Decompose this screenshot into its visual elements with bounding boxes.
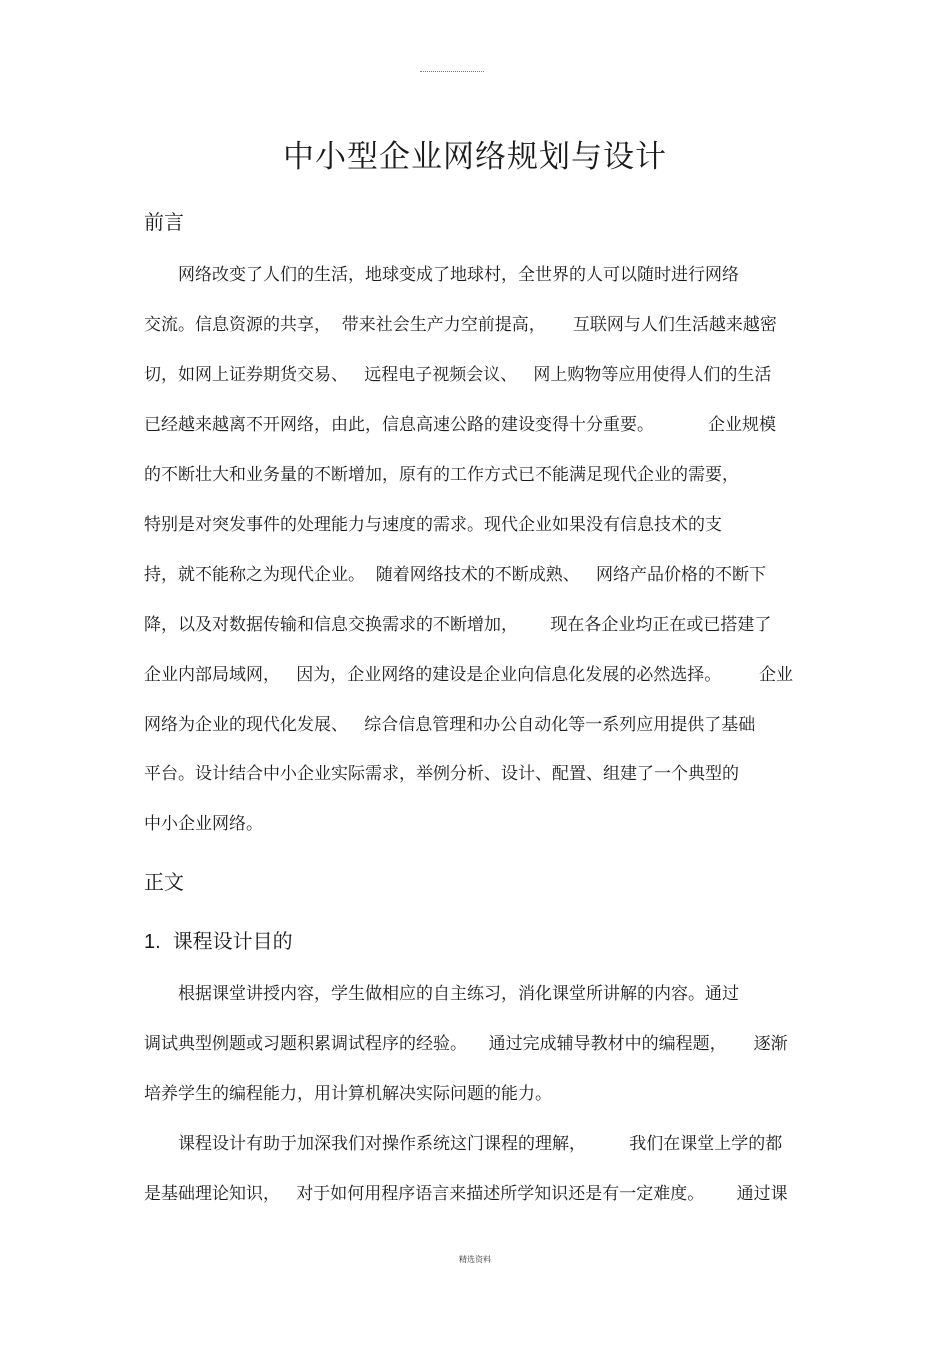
preface-line: 持，就不能称之为现代企业。 随着网络技术的不断成熟、 网络产品价格的不断下 [144,565,767,585]
section-line: 课程设计有助于加深我们对操作系统这门课程的理解， 我们在课堂上学的都 [178,1134,783,1154]
preface-line: 特别是对突发事件的处理能力与速度的需求。现代企业如果没有信息技术的支 [144,515,722,535]
header-rule [420,71,484,72]
preface-line: 中小企业网络。 [144,814,263,834]
preface-line: 已经越来越离不开网络，由此，信息高速公路的建设变得十分重要。 企业规模 [144,415,777,435]
preface-line: 降，以及对数据传输和信息交换需求的不断增加， 现在各企业均正在或已搭建了 [144,615,772,635]
preface-line: 的不断壮大和业务量的不断增加，原有的工作方式已不能满足现代企业的需要， [144,465,739,485]
page-footer: 精选资料 [459,1255,491,1264]
section-line: 根据课堂讲授内容，学生做相应的自主练习，消化课堂所讲解的内容。通过 [178,984,739,1004]
section-title: 课程设计目的 [172,929,293,953]
section-number: 1. [144,931,161,953]
preface-heading: 前言 [144,210,184,234]
preface-line: 平台。设计结合中小企业实际需求，举例分析、设计、配置、组建了一个典型的 [144,764,739,784]
preface-line: 切，如网上证券期货交易、 远程电子视频会议、 网上购物等应用使得人们的生活 [144,365,772,385]
document-title: 中小型企业网络规划与设计 [283,139,667,175]
section-heading [144,928,293,955]
body-heading: 正文 [144,870,184,894]
section-line: 培养学生的编程能力，用计算机解决实际问题的能力。 [144,1084,552,1104]
preface-line: 网络为企业的现代化发展、 综合信息管理和办公自动化等一系列应用提供了基础 [144,715,756,735]
section-line: 是基础理论知识， 对于如何用程序语言来描述所学知识还是有一定难度。 通过课 [144,1184,788,1204]
preface-line: 交流。信息资源的共享， 带来社会生产力空前提高， 互联网与人们生活越来越密 [144,315,777,335]
preface-line: 企业内部局域网， 因为，企业网络的建设是企业向信息化发展的必然选择。 企业 [144,665,794,685]
preface-line: 网络改变了人们的生活，地球变成了地球村，全世界的人可以随时进行网络 [178,265,739,285]
section-line: 调试典型例题或习题积累调试程序的经验。 通过完成辅导教材中的编程题， 逐渐 [144,1034,788,1054]
